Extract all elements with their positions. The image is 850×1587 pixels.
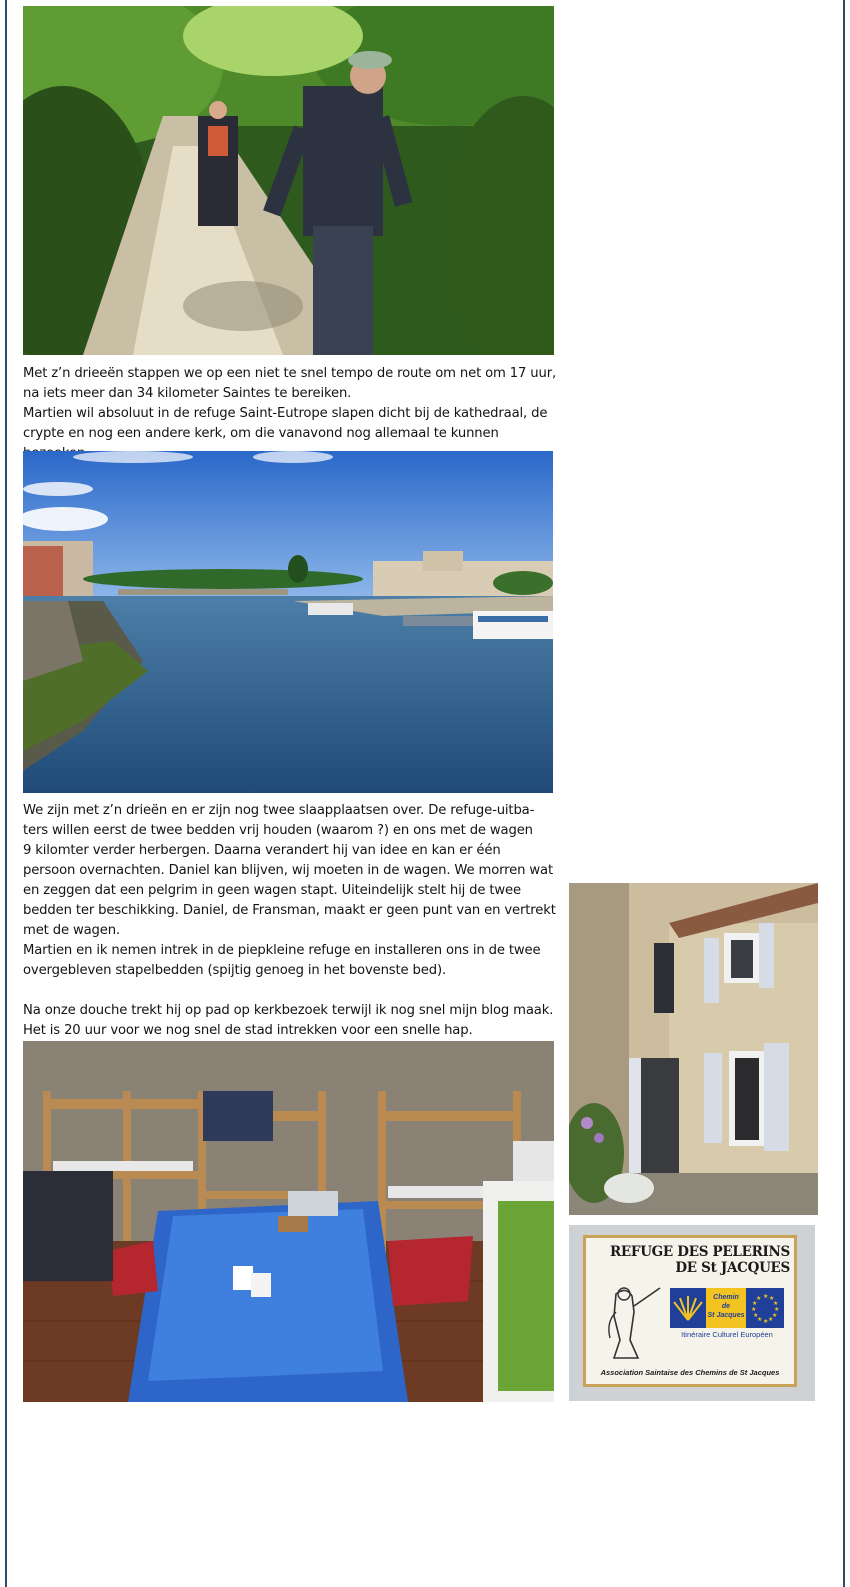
text-line: Martien wil absoluut in de refuge Saint-Eutrope slapen dicht bij de kathedraal, de	[23, 406, 548, 421]
camino-badge	[670, 1288, 784, 1328]
text-block-arrival	[23, 364, 563, 464]
text-line: bedden ter beschikking. Daniel, de Fransman, maakt er geen punt van en vertrekt	[23, 903, 556, 918]
text-block-refuge	[23, 801, 563, 1041]
text-line: Met z’n drieeën stappen we op een niet te snel tempo de route om net om 17 uur,	[23, 366, 557, 381]
text-line: en zeggen dat een pelgrim in geen wagen stapt. Uiteindelijk stelt hij de twee	[23, 883, 521, 898]
svg-text:★: ★	[756, 1295, 762, 1302]
svg-text:★: ★	[751, 1306, 757, 1313]
svg-text:★: ★	[763, 1318, 769, 1325]
text-line: 9 kilomter verder herbergen. Daarna verandert hij van idee en kan er één	[23, 843, 501, 858]
sign-title	[594, 1244, 790, 1276]
sign-subtitle: Itinéraire Culturel Européen	[681, 1330, 773, 1339]
badge-line: Chemin	[713, 1294, 739, 1301]
text-line: crypte en nog een andere kerk, om die vanavond nog allemaal te kunnen	[23, 426, 499, 441]
svg-text:★: ★	[768, 1316, 774, 1323]
text-line: na iets meer dan 34 kilometer Saintes te bereiken.	[23, 386, 352, 401]
text-line: met de wagen.	[23, 923, 120, 938]
sign-board	[583, 1235, 797, 1387]
scallop-shell-icon	[670, 1288, 706, 1328]
svg-text:★: ★	[752, 1300, 758, 1307]
badge-line: St Jacques	[707, 1312, 745, 1319]
pilgrim-drawing-icon	[594, 1282, 664, 1362]
svg-text:★: ★	[774, 1306, 780, 1313]
svg-text:★: ★	[772, 1312, 778, 1319]
svg-text:★: ★	[763, 1293, 769, 1300]
text-line: overgebleven stapelbedden (spijtig genoeg in het bovenste bed).	[23, 963, 446, 978]
svg-text:★: ★	[769, 1295, 775, 1302]
photo-refuge-building	[569, 883, 818, 1215]
text-line: Het is 20 uur voor we nog snel de stad intrekken voor een snelle hap.	[23, 1023, 473, 1038]
svg-text:★: ★	[757, 1316, 763, 1323]
eu-stars-icon	[746, 1288, 784, 1328]
svg-text:★: ★	[773, 1300, 779, 1307]
badge-line: de	[721, 1303, 731, 1310]
photo-river-saintes	[23, 451, 553, 793]
svg-text:★: ★	[753, 1312, 759, 1319]
sign-title-line1: REFUGE DES PELERINS	[610, 1244, 790, 1260]
text-line: Na onze douche trekt hij op pad op kerkbezoek terwijl ik nog snel mijn blog maak.	[23, 1003, 554, 1018]
text-line: We zijn met z’n drieën en er zijn nog twee slaapplaatsen over. De refuge-uitba-	[23, 803, 535, 818]
photo-refuge-sign	[569, 1225, 815, 1401]
text-line: Martien en ik nemen intrek in de piepkleine refuge en installeren ons in de twee	[23, 943, 541, 958]
text-line: persoon overnachten. Daniel kan blijven, wij moeten in de wagen. We morren wat	[23, 863, 553, 878]
photo-pilgrims-forest-path	[23, 6, 554, 355]
photo-refuge-interior	[23, 1041, 554, 1402]
text-line: ters willen eerst de twee bedden vrij houden (waarom ?) en ons met de wagen	[23, 823, 533, 838]
badge-text	[706, 1288, 746, 1328]
right-border-rule	[843, 0, 845, 1587]
sign-title-line2: DE St JACQUES	[675, 1260, 790, 1276]
left-border-rule	[5, 0, 7, 1587]
sign-footer: Association Saintaise des Chemins de St Jacques	[600, 1368, 780, 1377]
